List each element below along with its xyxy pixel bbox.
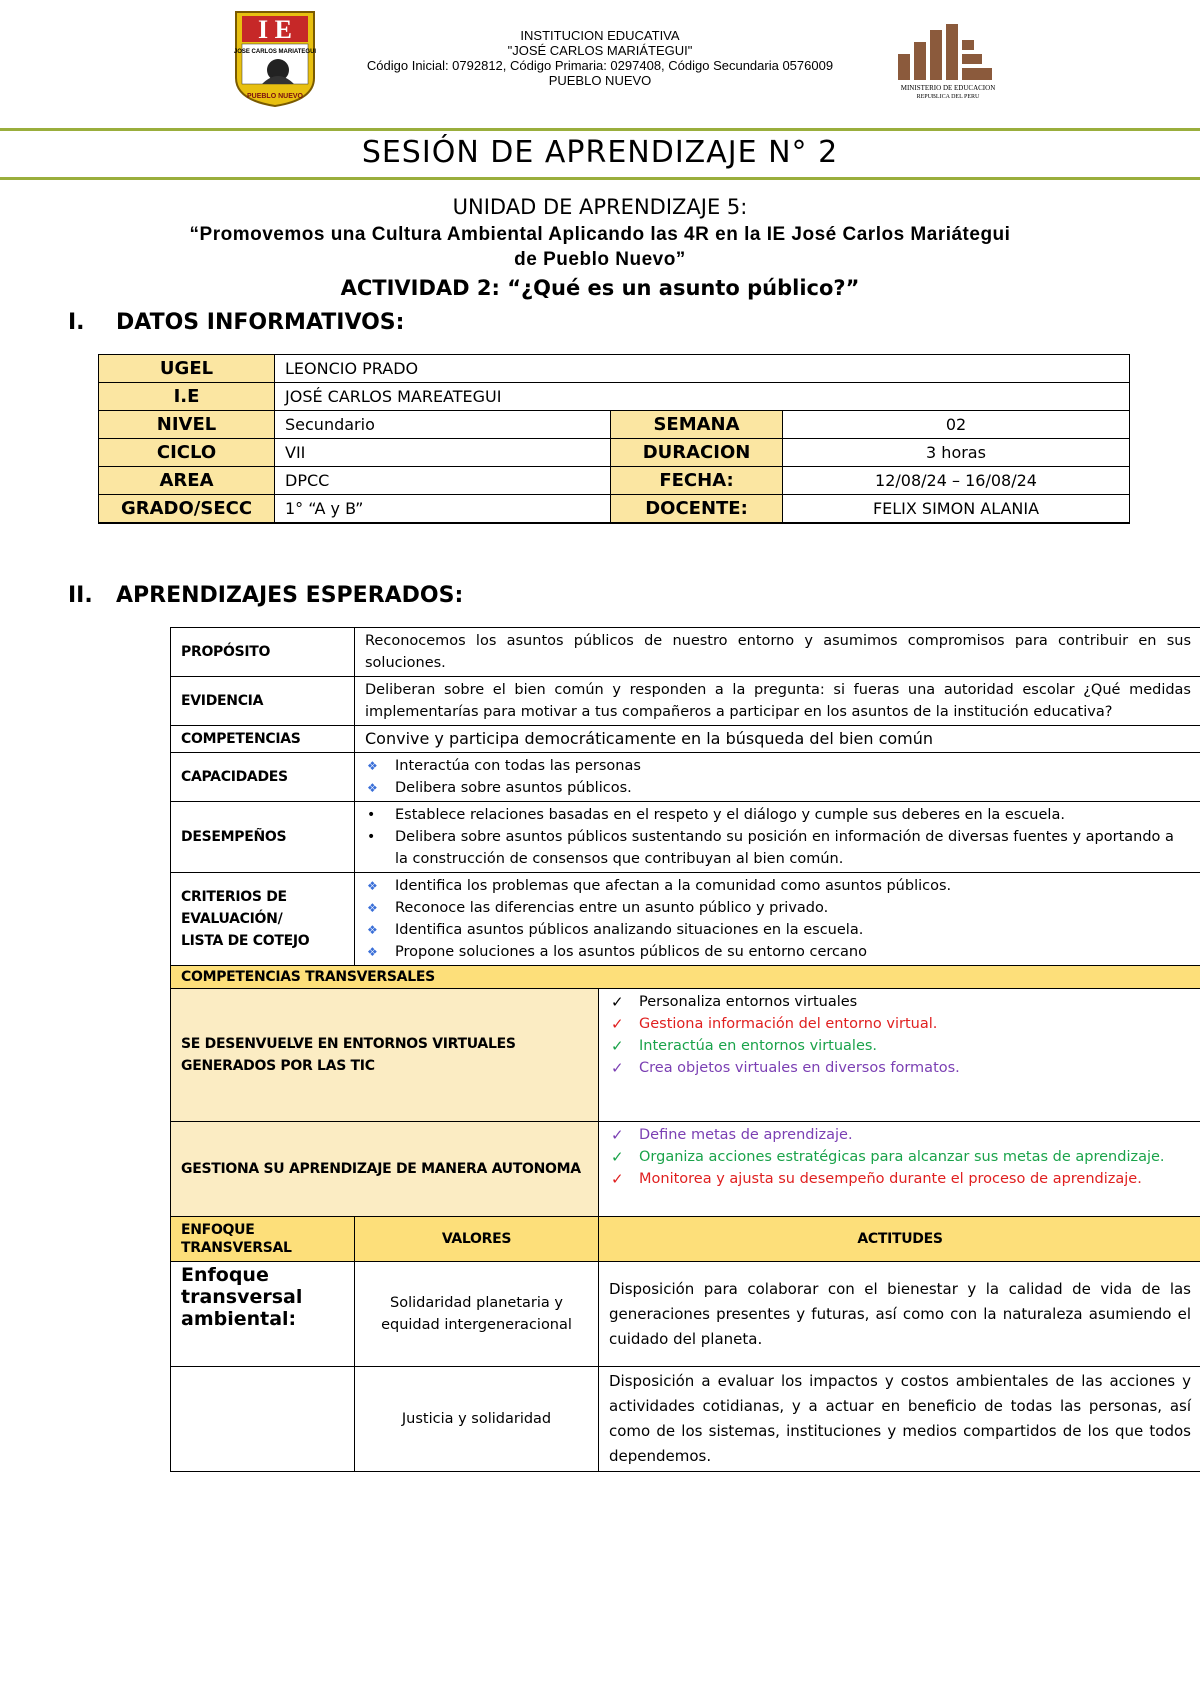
- enfoque-cell: Enfoque transversal ambiental:: [171, 1262, 355, 1367]
- list-item: [609, 1124, 1191, 1146]
- tic-label: [171, 989, 599, 1122]
- ciclo-value: VII: [275, 439, 611, 467]
- semana-label: SEMANA: [611, 411, 783, 439]
- valores-header: VALORES: [355, 1217, 599, 1262]
- list-item: [365, 941, 1191, 963]
- criterios-list: [355, 873, 1200, 966]
- docente-label: DOCENTE:: [611, 495, 783, 524]
- area-value: DPCC: [275, 467, 611, 495]
- list-item-text: Identifica asuntos públicos analizando situaciones en la escuela.: [395, 922, 864, 938]
- enfoque-cell: [171, 1367, 355, 1472]
- header-line-2: "JOSÉ CARLOS MARIÁTEGUI": [507, 43, 693, 58]
- logo-school-name: JOSE CARLOS MARIATEGUI: [233, 49, 317, 55]
- ugel-label: UGEL: [99, 355, 275, 383]
- table-row: [171, 677, 1200, 726]
- criterios-label: [171, 873, 355, 966]
- session-title: SESIÓN DE APRENDIZAJE N° 2: [361, 135, 839, 170]
- list-item: [365, 755, 1191, 777]
- competencias-value: Convive y participa democráticamente en la búsqueda del bien común: [355, 726, 1200, 753]
- section-number: II.: [68, 583, 93, 608]
- list-item: [609, 1057, 1191, 1079]
- ugel-value: LEONCIO PRADO: [275, 355, 1130, 383]
- list-item-text: Delibera sobre asuntos públicos.: [395, 780, 632, 796]
- list-item: [365, 919, 1191, 941]
- evidencia-value: Deliberan sobre el bien común y responden a la pregunta: si fueras una autoridad escolar ¿Qué medidas implementarías para motivar a tus compañeros a participar en los asuntos de la institución educativa?: [355, 677, 1200, 726]
- list-item-text: Establece relaciones basadas en el respeto y el diálogo y cumple sus deberes en la escuela.: [395, 807, 1065, 823]
- list-item-text: Reconoce las diferencias entre un asunto público y privado.: [395, 900, 829, 916]
- proposito-label: PROPÓSITO: [171, 628, 355, 677]
- header-line-4: PUEBLO NUEVO: [548, 73, 652, 88]
- table-row: [171, 989, 1200, 1122]
- list-item: [365, 777, 1191, 799]
- docente-value: FELIX SIMON ALANIA: [783, 495, 1130, 524]
- fecha-label: FECHA:: [611, 467, 783, 495]
- table-row: [99, 383, 1130, 411]
- checkmark-icon: ✓: [611, 1148, 624, 1166]
- valor-cell: Solidaridad planetaria y equidad intergeneracional: [355, 1262, 599, 1367]
- fecha-value: 12/08/24 – 16/08/24: [783, 467, 1130, 495]
- checkmark-icon: ✓: [611, 993, 624, 1011]
- capacidades-list: [355, 753, 1200, 802]
- section-label: APRENDIZAJES ESPERADOS:: [116, 583, 464, 608]
- bullet-icon: •: [367, 807, 376, 823]
- checkmark-icon: ✓: [611, 1059, 624, 1077]
- table-row: [171, 802, 1200, 873]
- section-aprendizajes-heading: [68, 583, 463, 608]
- table-row: [171, 1367, 1200, 1472]
- list-item-text: Propone soluciones a los asuntos públicos de su entorno cercano: [395, 944, 867, 960]
- ie-value: JOSÉ CARLOS MAREATEGUI: [275, 383, 1130, 411]
- minedu-text-1: MINISTERIO DE EDUCACION: [900, 84, 996, 92]
- list-item-text: Personaliza entornos virtuales: [639, 994, 858, 1010]
- aprendizajes-table: [170, 627, 1200, 1472]
- list-item-text: Gestiona información del entorno virtual.: [639, 1016, 938, 1032]
- table-row: [99, 411, 1130, 439]
- proposito-value: Reconocemos los asuntos públicos de nuestro entorno y asumimos compromisos para contribuir en sus soluciones.: [355, 628, 1200, 677]
- list-item: [365, 897, 1191, 919]
- diamond-bullet-icon: ❖: [367, 879, 378, 893]
- desempenos-list: [355, 802, 1200, 873]
- list-item-text: Interactúa en entornos virtuales.: [639, 1038, 878, 1054]
- checkmark-icon: ✓: [611, 1170, 624, 1188]
- unidad-lema: “Promovemos una Cultura Ambiental Aplicando las 4R en la IE José Carlos Mariátegui de Pueblo Nuevo”: [189, 224, 1011, 270]
- criterios-label-line: EVALUACIÓN/: [181, 911, 283, 927]
- table-row: [99, 439, 1130, 467]
- table-row: [99, 495, 1130, 524]
- list-item-text: Crea objetos virtuales en diversos formatos.: [639, 1060, 960, 1076]
- list-item: [609, 1168, 1191, 1190]
- datos-informativos-table: [98, 354, 1130, 524]
- list-item-text: Organiza acciones estratégicas para alcanzar sus metas de aprendizaje.: [639, 1149, 1165, 1165]
- ciclo-label: CICLO: [99, 439, 275, 467]
- checkmark-icon: ✓: [611, 1037, 624, 1055]
- duracion-label: DURACION: [611, 439, 783, 467]
- autonoma-label: GESTIONA SU APRENDIZAJE DE MANERA AUTONOMA: [171, 1122, 599, 1217]
- autonoma-list: [599, 1122, 1200, 1217]
- diamond-bullet-icon: ❖: [367, 923, 378, 937]
- logo-letters: I E: [258, 15, 292, 44]
- list-item-text: Interactúa con todas las personas: [395, 758, 641, 774]
- table-row: [99, 355, 1130, 383]
- grado-value: 1° “A y B”: [275, 495, 611, 524]
- section-label: DATOS INFORMATIVOS:: [116, 310, 405, 335]
- actividad-heading: ACTIVIDAD 2: “¿Qué es un asunto público?”: [340, 276, 860, 300]
- list-item-text: Define metas de aprendizaje.: [639, 1127, 853, 1143]
- diamond-bullet-icon: ❖: [367, 901, 378, 915]
- table-row: [99, 467, 1130, 495]
- bullet-icon: •: [367, 829, 376, 845]
- enfoque-header: ENFOQUE TRANSVERSAL: [171, 1217, 355, 1262]
- table-row: [171, 873, 1200, 966]
- actitudes-header: ACTITUDES: [599, 1217, 1200, 1262]
- diamond-bullet-icon: ❖: [367, 781, 378, 795]
- list-item: [365, 875, 1191, 897]
- table-row: [171, 1262, 1200, 1367]
- valor-cell: Justicia y solidaridad: [355, 1367, 599, 1472]
- diamond-bullet-icon: ❖: [367, 945, 378, 959]
- checkmark-icon: ✓: [611, 1126, 624, 1144]
- tic-list: [599, 989, 1200, 1122]
- transversales-header: COMPETENCIAS TRANSVERSALES: [171, 966, 1200, 989]
- table-row: [171, 753, 1200, 802]
- list-item-text: Delibera sobre asuntos públicos sustentando su posición en información de diversas fuentes y aportando a la construcción de consensos que contribuyan al bien común.: [395, 829, 1174, 867]
- table-row: [171, 966, 1200, 989]
- actitud-cell: Disposición a evaluar los impactos y costos ambientales de las acciones y actividades cotidianas, y a actuar en beneficio de todas las personas, así como de los sistemas, instituciones y medios compartidos de los que todos dependemos.: [599, 1367, 1200, 1472]
- desempenos-label: DESEMPEÑOS: [171, 802, 355, 873]
- table-row: [171, 1217, 1200, 1262]
- nivel-value: Secundario: [275, 411, 611, 439]
- tic-label-line: GENERADOS POR LAS TIC: [181, 1058, 375, 1074]
- list-item: [609, 1035, 1191, 1057]
- capacidades-label: CAPACIDADES: [171, 753, 355, 802]
- evidencia-label: EVIDENCIA: [171, 677, 355, 726]
- minedu-logo: [892, 20, 1004, 100]
- minedu-text-2: REPUBLICA DEL PERU: [916, 94, 980, 100]
- criterios-label-line: LISTA DE COTEJO: [181, 933, 310, 949]
- list-item: [365, 804, 1191, 826]
- table-row: [171, 726, 1200, 753]
- logo-town: PUEBLO NUEVO: [246, 93, 304, 100]
- duracion-value: 3 horas: [783, 439, 1130, 467]
- header-line-3: Código Inicial: 0792812, Código Primaria: 0297408, Código Secundaria 0576009: [366, 58, 834, 73]
- actitud-cell: Disposición para colaborar con el bienestar y la calidad de vida de las generaciones presentes y futuras, así como con la naturaleza asumiendo el cuidado del planeta.: [599, 1262, 1200, 1367]
- grado-label: GRADO/SECC: [99, 495, 275, 524]
- area-label: AREA: [99, 467, 275, 495]
- semana-value: 02: [783, 411, 1130, 439]
- table-row: [171, 628, 1200, 677]
- checkmark-icon: ✓: [611, 1015, 624, 1033]
- list-item: [609, 1013, 1191, 1035]
- section-number: I.: [68, 310, 85, 335]
- list-item: [609, 1146, 1191, 1168]
- list-item: [609, 991, 1191, 1013]
- list-item-text: Monitorea y ajusta su desempeño durante el proceso de aprendizaje.: [639, 1171, 1142, 1187]
- section-datos-heading: [68, 310, 404, 335]
- school-header: [300, 28, 900, 88]
- nivel-label: NIVEL: [99, 411, 275, 439]
- header-line-1: INSTITUCION EDUCATIVA: [520, 28, 680, 43]
- tic-label-line: SE DESENVUELVE EN ENTORNOS VIRTUALES: [181, 1036, 516, 1052]
- unidad-heading: UNIDAD DE APRENDIZAJE 5:: [452, 195, 748, 219]
- ie-label: I.E: [99, 383, 275, 411]
- list-item-text: Identifica los problemas que afectan a la comunidad como asuntos públicos.: [395, 878, 952, 894]
- competencias-label: COMPETENCIAS: [171, 726, 355, 753]
- criterios-label-line: CRITERIOS DE: [181, 889, 287, 905]
- diamond-bullet-icon: ❖: [367, 759, 378, 773]
- table-row: [171, 1122, 1200, 1217]
- list-item: [365, 826, 1191, 870]
